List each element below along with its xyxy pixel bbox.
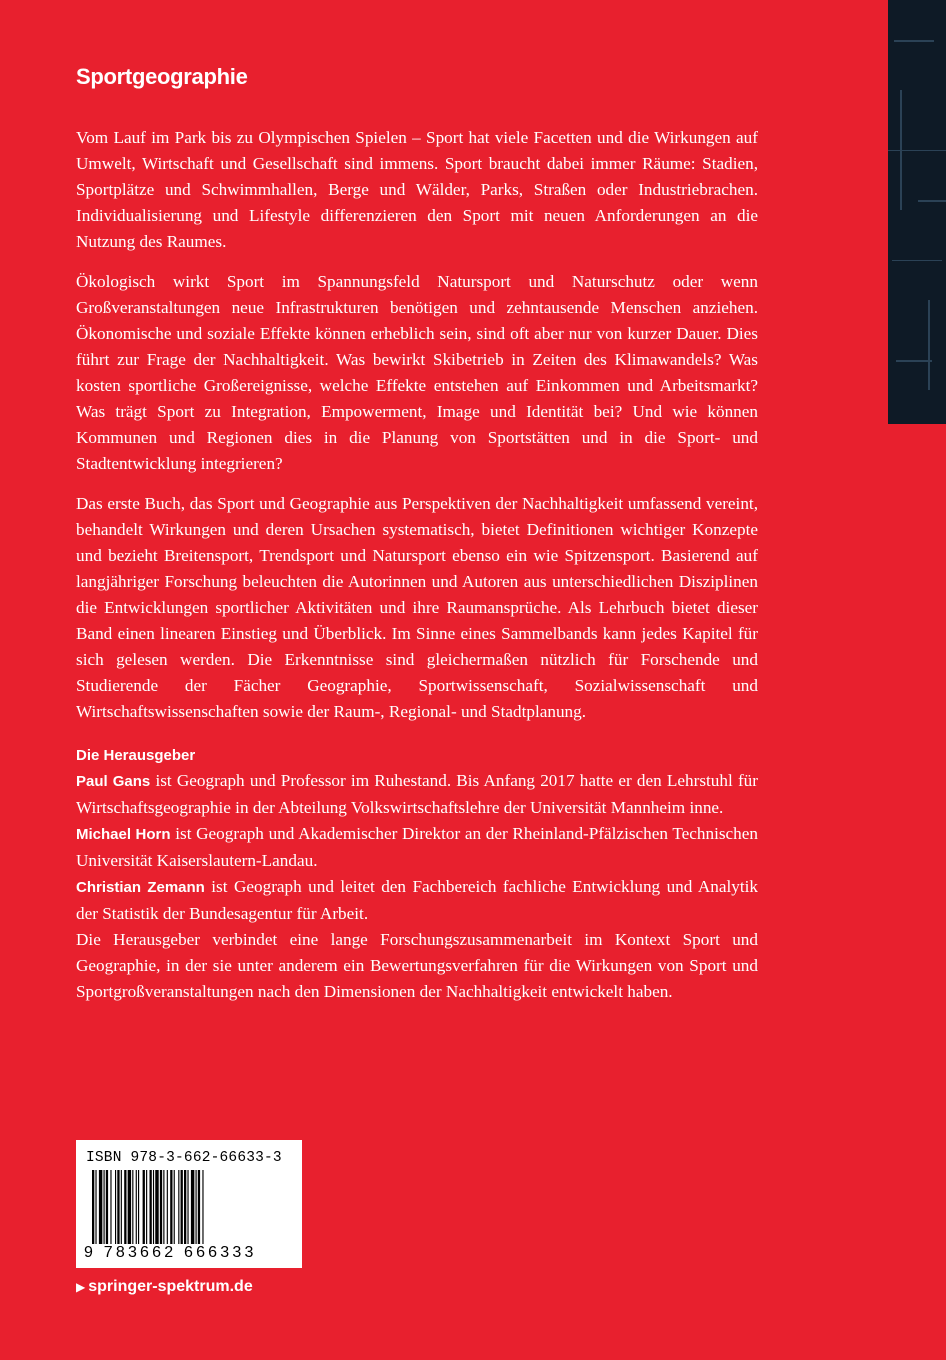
- publisher-link[interactable]: [76, 1278, 253, 1296]
- barcode-box: [76, 1140, 302, 1268]
- editor-name: Paul Gans: [76, 773, 151, 790]
- publisher-url: springer-spektrum.de: [88, 1278, 253, 1295]
- editor-text: ist Geograph und Akademischer Direktor an der Rheinland-Pfälzischen Technischen Universität Kaiserslautern-Landau.: [76, 824, 758, 870]
- blurb-paragraph-1: Vom Lauf im Park bis zu Olympischen Spielen – Sport hat viele Facetten und die Wirkungen auf Umwelt, Wirtschaft und Gesellschaft sind immens. Sport braucht dabei immer Räume: Stadien, Sportplätze und Schwimmhallen, Berge und Wälder, Parks, Straßen oder Industriebrachen. Individualisierung und Lifestyle differenzieren den Sport mit neuen Anforderungen an die Nutzung des Raumes.: [76, 128, 758, 251]
- barcode-graphic: [92, 1170, 292, 1244]
- cover-image-strip: [888, 0, 946, 424]
- editor-bio: [76, 821, 758, 874]
- editor-name: Christian Zemann: [76, 879, 205, 896]
- barcode-bars: [92, 1170, 204, 1244]
- blurb-paragraph-2: Ökologisch wirkt Sport im Spannungsfeld Natursport und Naturschutz oder wenn Großveranstaltungen neue Infrastrukturen benötigen und zehntausende Menschen anziehen. Ökonomische und soziale Effekte können erheblich sein, sind oft aber nur von kurzer Dauer. Dies führt zur Frage der Nachhaltigkeit. Was bewirkt Skibetrieb in Zeiten des Klimawandels? Was kosten sportliche Großereignisse, welche Effekte entstehen auf Einkommen und Arbeitsmarkt? Was trägt Sport zu Integration, Empowerment, Image und Identität bei? Und wie können Kommunen und Regionen dies in die Planung von Sportstätten und in die Sport- und Stadtentwicklung integrieren?: [76, 272, 758, 473]
- ean-digits: 9 783662 666333: [84, 1244, 257, 1261]
- back-cover-text: [76, 64, 758, 1019]
- blurb-paragraph-3: Das erste Buch, das Sport und Geographie aus Perspektiven der Nachhaltigkeit umfassend vereint, behandelt Wirkungen und deren Ursachen systematisch, bietet Definitionen wichtiger Konzepte und bezieht Breitensport, Trendsport und Natursport ebenso ein wie Spitzensport. Basierend auf langjähriger Forschung beleuchten die Autorinnen und Autoren aus unterschiedlichen Disziplinen die Entwicklungen sportlicher Aktivitäten und ihre Raumansprüche. Als Lehrbuch bietet dieser Band einen linearen Einstieg und Überblick. Im Sinne eines Sammelbands kann jedes Kapitel für sich gelesen werden. Die Erkenntnisse sind gleichermaßen nützlich für Forschende und Studierende der Fächer Geographie, Sportwissenschaft, Sozialwissenschaft und Wirtschaftswissenschaften sowie der Raum-, Regional- und Stadtplanung.: [76, 494, 758, 721]
- closing-paragraph: Die Herausgeber verbindet eine lange Forschungszusammenarbeit im Kontext Sport und Geographie, in der sie unter anderem ein Bewertungsverfahren für die Wirkungen von Sport und Sportgroßveranstaltungen nach den Dimensionen der Nachhaltigkeit entwickelt haben.: [76, 930, 758, 1001]
- editor-bio: [76, 874, 758, 927]
- book-title: Sportgeographie: [76, 64, 248, 89]
- editor-name: Michael Horn: [76, 826, 171, 843]
- editor-text: ist Geograph und Professor im Ruhestand. Bis Anfang 2017 hatte er den Lehrstuhl für Wirtschaftsgeographie in der Abteilung Volkswirtschaftslehre der Universität Mannheim inne.: [76, 771, 758, 817]
- editors-heading: Die Herausgeber: [76, 747, 196, 764]
- editor-bio: [76, 768, 758, 821]
- editor-text: ist Geograph und leitet den Fachbereich fachliche Entwicklung und Analytik der Statistik der Bundesagentur für Arbeit.: [76, 877, 758, 923]
- triangle-arrow-icon: ▶: [76, 1280, 86, 1294]
- isbn-text: ISBN 978-3-662-66633-3: [86, 1150, 282, 1166]
